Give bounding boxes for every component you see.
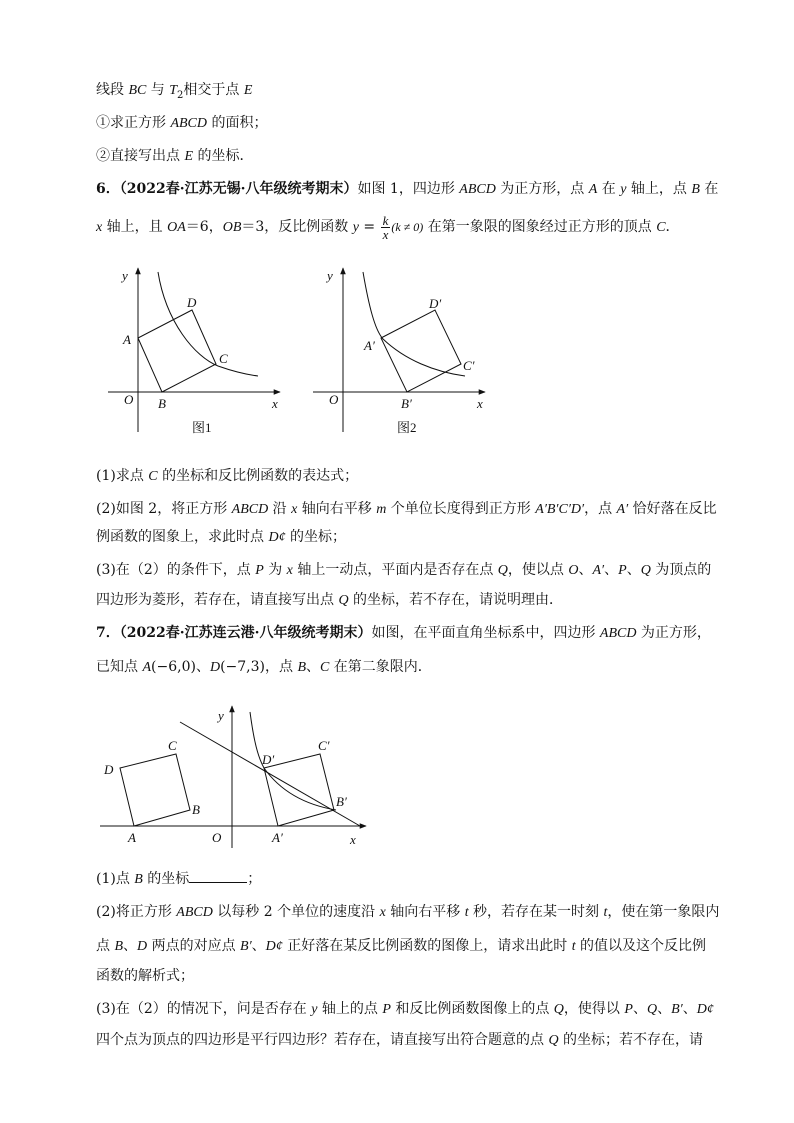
question-6-stem: x 轴上，且 OA＝6，OB＝3，反比例函数 y = $\frac{k}{x}$ (k ≠ 0) 在第一象限的图象经过正方形的顶点 C． — [96, 212, 680, 242]
label-x: x — [477, 396, 483, 411]
text-line: 线段 BC 与 $T_2$相交于点 E — [96, 82, 253, 101]
label-a-prime: A′ — [272, 830, 283, 845]
question-6-part-2: 例函数的图象上，求此时点 D¢ 的坐标； — [96, 529, 347, 545]
hyperbola-curve — [363, 272, 465, 376]
square-abcd — [120, 754, 190, 826]
label-y: y — [327, 268, 333, 283]
label-d-prime: D′ — [429, 296, 442, 311]
figure-3 — [96, 702, 376, 852]
text-line: ②直接写出点 E 的坐标． — [96, 148, 254, 164]
figure-1-caption: 图1 — [192, 420, 212, 435]
question-7-part-2: 函数的解析式； — [96, 968, 194, 984]
figure-2-caption: 图2 — [397, 420, 417, 435]
label-y: y — [122, 268, 128, 283]
label-a-prime: A′ — [364, 338, 375, 353]
question-6-part-2: (2)如图 2，将正方形 ABCD 沿 x 轴向右平移 m 个单位长度得到正方形 A′B′C′D′，点 A′ 恰好落在反比 — [96, 501, 717, 517]
question-7-stem: 7．（2022春·江苏连云港·八年级统考期末）如图，在平面直角坐标系中，四边形 ABCD 为正方形， — [96, 625, 711, 641]
question-7-stem: 已知点 A(−6,0)、D(−7,3)，点 B、C 在第二象限内． — [96, 659, 432, 675]
answer-blank[interactable] — [189, 868, 247, 883]
label-c-prime: C′ — [318, 738, 330, 753]
label-x: x — [350, 832, 356, 847]
square-a2b2c2d2 — [381, 310, 461, 392]
figure-2 — [305, 262, 495, 442]
question-7-part-1: (1)点 B 的坐标 ； — [96, 868, 261, 888]
fraction-k-over-x: $\frac{k}{x}$ — [382, 212, 389, 242]
label-o: O — [329, 392, 339, 407]
label-d: D — [104, 762, 114, 777]
label-x: x — [272, 396, 278, 411]
question-6-stem: 6．（2022春·江苏无锡·八年级统考期末）如图 1，四边形 ABCD 为正方形，点 A 在 y 轴上，点 B 在 — [96, 181, 719, 197]
question-6-part-3: 四边形为菱形，若存在，请直接写出点 Q 的坐标，若不存在，请说明理由． — [96, 592, 564, 608]
label-a: A — [123, 332, 131, 347]
label-d-prime: D′ — [262, 752, 275, 767]
label-c: C — [219, 351, 228, 366]
question-7-part-2: 点 B、D 两点的对应点 B′、D¢ 正好落在某反比例函数的图像上，请求出此时 t 的值以及这个反比例 — [96, 938, 707, 954]
question-6-part-3: (3)在（2）的条件下，点 P 为 x 轴上一动点，平面内是否存在点 Q，使以点 O、A′、P、Q 为顶点的 — [96, 562, 712, 578]
label-b: B — [158, 396, 166, 411]
label-a: A — [128, 830, 136, 845]
straight-line — [180, 722, 360, 826]
label-b-prime: B′ — [401, 396, 412, 411]
label-y: y — [218, 708, 224, 723]
label-d: D — [187, 295, 197, 310]
label-b: B — [192, 802, 200, 817]
label-b-prime: B′ — [336, 794, 347, 809]
label-c: C — [168, 738, 177, 753]
hyperbola-curve — [158, 272, 258, 376]
label-c-prime: C′ — [463, 358, 475, 373]
question-6-part-1: (1)求点 C 的坐标和反比例函数的表达式； — [96, 468, 359, 484]
question-7-part-2: (2)将正方形 ABCD 以每秒 2 个单位的速度沿 x 轴向右平移 t 秒，若存在某一时刻 t，使在第一象限内 — [96, 904, 720, 920]
label-o: O — [212, 830, 222, 845]
question-7-part-3: (3)在（2）的情况下，问是否存在 y 轴上的点 P 和反比例函数图像上的点 Q，使得以 P、Q、B′、D¢ — [96, 1001, 714, 1017]
square-a2b2c2d2 — [264, 754, 334, 826]
square-abcd — [138, 310, 216, 392]
figure-1 — [100, 262, 290, 442]
text-line: ①求正方形 ABCD 的面积； — [96, 115, 268, 131]
question-7-part-3: 四个点为顶点的四边形是平行四边形？若存在，请直接写出符合题意的点 Q 的坐标；若不存在，请 — [96, 1032, 704, 1048]
label-o: O — [124, 392, 134, 407]
